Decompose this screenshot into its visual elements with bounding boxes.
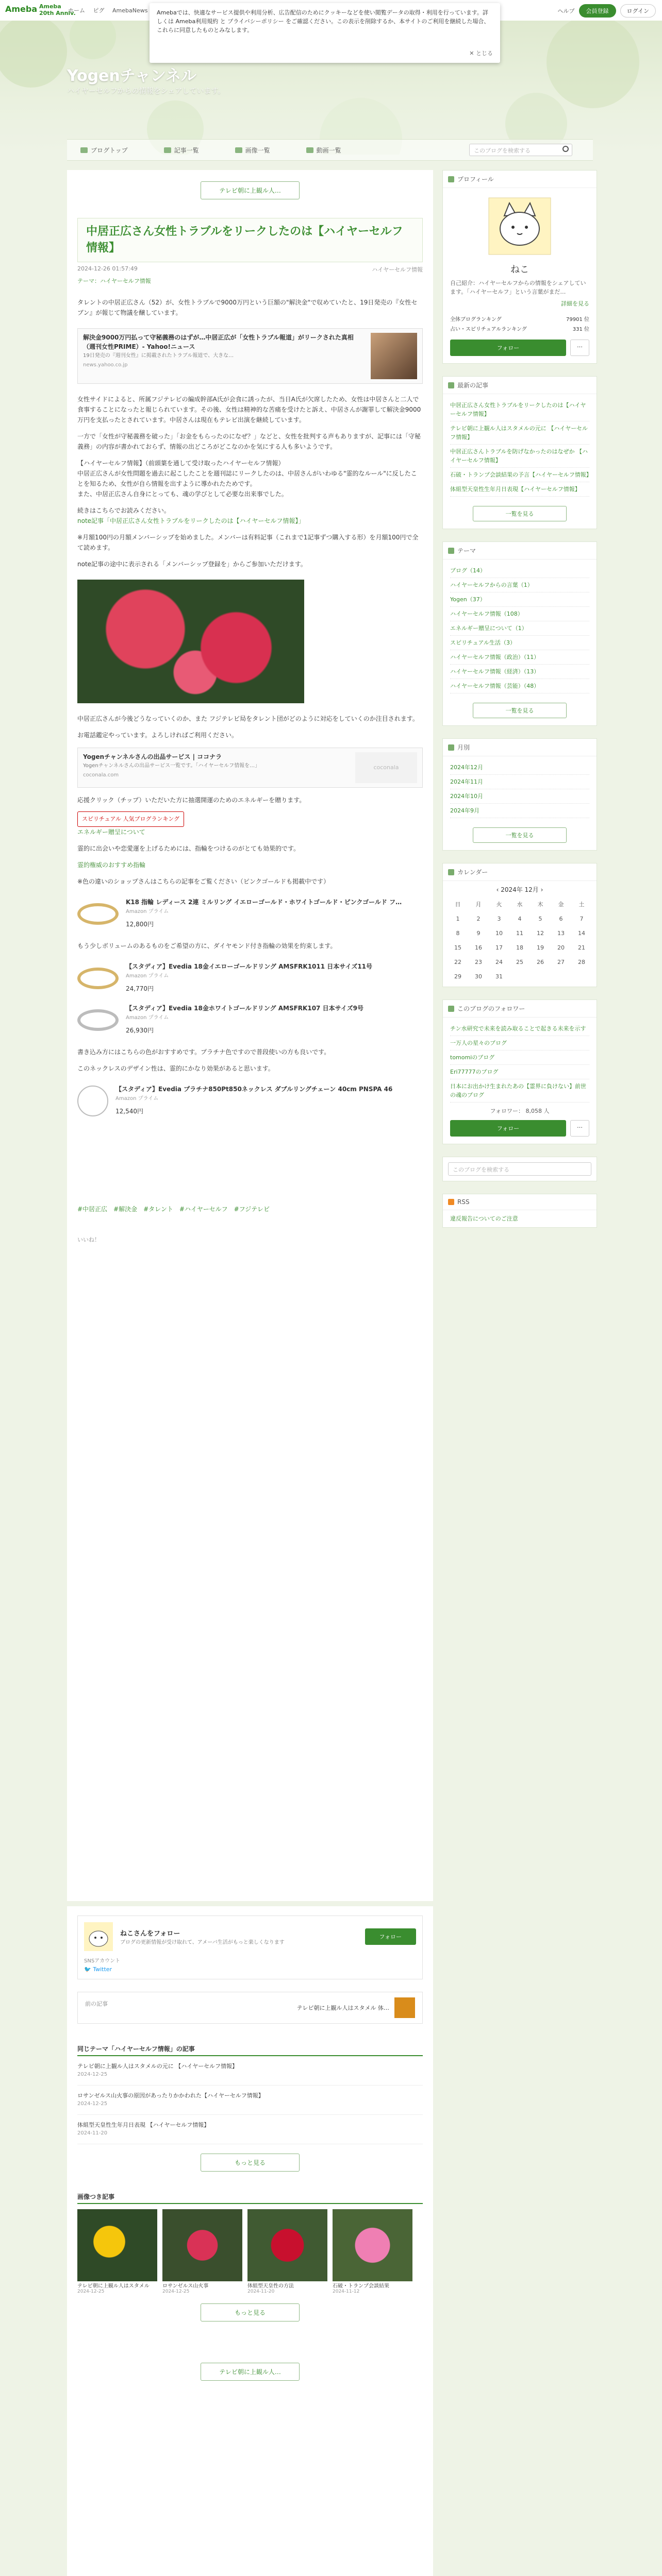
rss-widget [442, 1194, 597, 1228]
prev-entry[interactable]: 前の記事 [85, 2001, 108, 2007]
follow-card-desc: ブログの更新情報が受け取れて、アメーバ生活がもっと楽しくなります [120, 1940, 285, 1945]
widget-head [443, 377, 597, 394]
widget-title: プロフィール [457, 176, 494, 183]
genre-label: 占い・スピリチュアルランキング [450, 327, 527, 332]
ring-link[interactable]: 霊的権威のおすすめ指輪 [77, 861, 146, 869]
day: 25 [516, 958, 523, 965]
image-entry[interactable] [333, 2209, 412, 2294]
weekday: 土 [578, 901, 585, 908]
paragraph: もう少しボリュームのあるものをご希望の方に、ダイヤモンド付き指輪の効果を約束します。 [77, 942, 337, 950]
article-title[interactable]: 中居正広さん女性トラブルをリークしたのは【ハイヤーセルフ情報】 [77, 218, 423, 262]
top-right [558, 4, 656, 18]
paragraph: このネックレスのデザイン性は、霊的にかなり効果があると思います。 [77, 1065, 274, 1072]
paragraph: お電話鑑定やっています。よろしければご利用ください。 [77, 732, 238, 739]
twitter-link[interactable]: 🐦 Twitter [84, 1966, 112, 1973]
blog-nav [67, 139, 593, 161]
hashtags[interactable]: #中居正広 #解決金 #タレント #ハイヤーセルフ #フジテレビ [77, 1206, 270, 1213]
widget-title: カレンダー [457, 869, 488, 876]
widget-title: このブログのフォロワー [457, 1005, 525, 1012]
anniv-line1: Ameba [39, 3, 61, 10]
article-footer [67, 1906, 433, 2576]
day: 31 [495, 973, 503, 980]
ameba-logo[interactable]: Ameba [5, 4, 38, 14]
list-item[interactable]: 2024年12月 [450, 760, 589, 775]
day: 28 [578, 958, 585, 965]
widget-title: テーマ [457, 547, 476, 554]
list-item[interactable]: スピリチュアル生活（3） [450, 636, 589, 650]
nav-label: 記事一覧 [174, 146, 199, 154]
top-nav [68, 6, 154, 14]
entry-date: 2024-12-25 [77, 2101, 108, 2107]
day: 23 [475, 958, 482, 965]
day: 22 [454, 958, 461, 965]
list-item[interactable]: ハイヤーセルフ情報（芸能）（48） [450, 679, 589, 693]
paragraph: ※色の違いのショップさんはこちらの記事をご覧ください（ピンクゴールドも掲載中です） [77, 878, 330, 885]
report-link[interactable]: 違反報告についてのご注意 [450, 1215, 518, 1222]
login-button[interactable]: ログイン [620, 4, 656, 18]
entry-date: 2024-12-25 [77, 2072, 108, 2077]
image-entries-title: 画像つき記事 [77, 2192, 423, 2204]
follow-button[interactable]: フォロー [450, 340, 566, 356]
day: 29 [454, 973, 461, 980]
entry-caption: ロサンゼルス山火事 [162, 2283, 209, 2289]
day: 9 [476, 929, 481, 937]
rss-icon [448, 1199, 454, 1205]
list-icon [164, 147, 171, 153]
sidebar [442, 170, 597, 1240]
nav-entry-list[interactable] [164, 146, 199, 155]
day: 10 [495, 929, 503, 937]
list-item[interactable]: 2024年11月 [450, 775, 589, 789]
day: 4 [518, 915, 522, 922]
paragraph: タレントの中居正広さん（52）が、女性トラブルで9000万円という巨額の"解決金"で収めていたと、19日発売の『女性セブン』が報じて物議を醸しています。 [77, 299, 418, 316]
list-item[interactable]: Eri77777のブログ [450, 1065, 589, 1079]
day: 8 [456, 929, 460, 937]
twitter-label: Twitter [93, 1966, 112, 1973]
next-entry-thumb [394, 1997, 415, 2018]
entry-date: 2024-12-25 [77, 2289, 105, 2294]
para-text: 続きはこちらでお読みください。 [77, 507, 170, 514]
widget-title[interactable]: RSS [457, 1198, 470, 1206]
day: 3 [497, 915, 501, 922]
day: 18 [516, 944, 523, 951]
entry-date: 2024-12-25 [162, 2289, 190, 2294]
recent-more-button[interactable]: 一覧を見る [473, 506, 567, 521]
cookie-close-button[interactable]: ✕ とじる [469, 50, 493, 57]
paragraph: 応援クリック（チップ）いただいた方に抽選開運のためのエネルギーを贈ります。 [77, 796, 306, 804]
product-title: 【スタディア】Evedia プラチナ850Pt850ネックレス ダブルリングチェーン 40cm PNSPA 46 [115, 1086, 393, 1093]
image-icon [235, 147, 242, 153]
list-item[interactable]: ハイヤーセルフ情報（政治）（11） [450, 650, 589, 665]
card-thumbnail [371, 333, 417, 379]
profile-name[interactable]: ねこ [510, 264, 529, 275]
paragraph: note記事の途中に表示される「メンバーシップ登録を」からご参加いただけます。 [77, 561, 307, 568]
weekday: 木 [537, 901, 543, 908]
sns-title: SNSアカウント [84, 1958, 121, 1964]
ring-image [77, 968, 119, 989]
list-item[interactable]: 日本にお出かけ生まれたあの【霊界に負けない】前世の魂のブログ [450, 1079, 589, 1103]
home-icon [80, 147, 88, 153]
image-entry[interactable] [162, 2209, 242, 2294]
entry-photo [162, 2209, 242, 2281]
product-price: 26,930円 [126, 1027, 154, 1034]
weekday: 金 [558, 901, 564, 908]
calendar-icon [448, 744, 454, 751]
paragraph: ※月額100円の月額メンバーシップを始めました。メンバーは有料記事（これまで1記事ずつ購入する形）を月額100円で全て読めます。 [77, 534, 419, 551]
product-sub: Amazon プライム [115, 1096, 159, 1101]
widget-head [443, 1194, 597, 1210]
day: 12 [537, 929, 544, 937]
day: 1 [456, 915, 460, 922]
necklace-image [77, 1086, 108, 1116]
list-item[interactable]: ブログ（14） [450, 564, 589, 578]
day: 24 [495, 958, 503, 965]
day: 14 [578, 929, 585, 937]
list-item[interactable]: チン水研究で未来を読み取ることで起きる未来を示す [450, 1022, 589, 1036]
yahoo-news-card[interactable] [77, 328, 423, 384]
cat-avatar-small [84, 1922, 113, 1951]
list-item[interactable]: 石破・トランプ会談結果の予言【ハイヤーセルフ情報】 [450, 468, 589, 482]
product-sub: Amazon プライム [126, 973, 169, 979]
article-theme-link[interactable]: テーマ：ハイヤーセルフ情報 [77, 278, 151, 284]
users-icon [448, 1006, 454, 1012]
profile-widget [442, 170, 597, 364]
widget-head [443, 171, 597, 188]
search-icon[interactable] [562, 146, 569, 152]
day: 5 [538, 915, 542, 922]
paragraph: 女性サイドによると、所属フジテレビの編成幹部A氏が会食に誘ったが、当日A氏が欠席したため、女性は中居さんと二人で食事することになったと報じられています。その後、女性は精神的な苦痛を受けたと訴え、中居さんが謝罪して解決金9000万円を支払ったとされています。中居さんは現在もテレビ出演を継続しています。 [77, 396, 421, 423]
weekday: 火 [496, 901, 502, 908]
product-title: K18 指輪 レディース 2連 ミルリング イエローゴールド・ホワイトゴールド・ピンクゴールド フ… [126, 899, 402, 906]
theme-more-button[interactable]: 一覧を見る [473, 703, 567, 718]
list-item[interactable]: Yogen（37） [450, 592, 589, 607]
next-entry-title: テレビ朝に上観ル人はスタメル 体… [296, 2005, 389, 2011]
article-body [77, 297, 423, 1245]
day [530, 969, 551, 984]
followers-count: フォロワー： 8,058 人 [490, 1108, 550, 1114]
ranking-value: 79901 位 [566, 317, 589, 323]
article-date: 2024-12-26 01:57:49 [77, 265, 138, 272]
day: 30 [475, 973, 482, 980]
energy-link[interactable]: エネルギー贈呈について [77, 828, 145, 836]
list-item[interactable]: 中居正広さん女性トラブルをリークしたのは【ハイヤーセルフ情報】 [450, 398, 589, 421]
followers-list [443, 1018, 597, 1107]
top-nav-home[interactable]: ホーム [68, 7, 85, 14]
day: 20 [557, 944, 565, 951]
register-button[interactable]: 会員登録 [579, 4, 616, 18]
article-theme-badge[interactable]: ハイヤーセルフ情報 [372, 266, 423, 273]
coconala-logo: coconala [355, 752, 417, 783]
day: 7 [580, 915, 584, 922]
weekday: 月 [475, 901, 482, 908]
entry-photo [333, 2209, 412, 2281]
list-item[interactable] [77, 2115, 423, 2144]
para-heading: 【ハイヤーセルフ情報】（前頭葉を通して受け取ったハイヤーセルフ情報） [77, 460, 285, 467]
weekday: 水 [517, 901, 523, 908]
day [551, 969, 571, 984]
top-nav-news[interactable]: AmebaNews [112, 7, 148, 14]
card-title: 解決金9000万円払って守秘義務のはずが…中居正広が「女性トラブル報道」がリークされた真相（週刊女性PRIME）- Yahoo!ニュース [83, 334, 354, 350]
product-item[interactable] [77, 893, 423, 935]
list-item[interactable]: 2024年10月 [450, 789, 589, 804]
product-sub: Amazon プライム [126, 1015, 169, 1021]
card-title: Yogenチャンネルさんの出品サービス | ココナラ [83, 753, 222, 760]
list-item[interactable]: ハイヤーセルフ情報（108） [450, 607, 589, 621]
entry-title: テレビ朝に上観ル人はスタメルの元に 【ハイヤーセルフ情報】 [77, 2063, 238, 2070]
note-link[interactable]: note記事「中居正広さん女性トラブルをリークしたのは【ハイヤーセルフ情報】」 [77, 517, 305, 524]
paragraph [77, 505, 423, 526]
more-options-button[interactable]: … [570, 340, 589, 356]
day: 21 [578, 944, 585, 951]
widget-title: 月別 [457, 744, 470, 751]
list-item[interactable]: ハイヤーセルフからの言葉（1） [450, 578, 589, 592]
help-link[interactable]: ヘルプ [557, 8, 575, 14]
calendar-month: ‹ 2024年 12月 › [496, 886, 543, 893]
entry-photo [247, 2209, 327, 2281]
nav-label: 画像一覧 [245, 146, 270, 154]
cookie-notice-text: Amebaでは、快適なサービス提供や利用分析、広告配信のためにクッキーなどを使い閲覧データの取得・利用を行っています。詳しくは Ameba利用規約 と プライバシーポリシー をご確認ください。この表示を削除するか、本サイトのご利用を継続した場合、これらに同意したものとみなします。 [157, 9, 490, 33]
product-price: 12,800円 [126, 921, 154, 928]
tag-icon [448, 548, 454, 554]
product-item[interactable] [77, 957, 423, 999]
para-text: また、中居正広さん自身にとっても、魂の学びとして必要な出来事でした。 [77, 490, 288, 498]
blog-search-input[interactable] [469, 144, 572, 156]
day: 2 [476, 915, 481, 922]
top-nav-pigg[interactable]: ピグ [93, 7, 105, 14]
entry-caption: 体組型天皇性の方法 [247, 2283, 294, 2289]
list-item[interactable]: ハイヤーセルフ情報（経済）（13） [450, 665, 589, 679]
product-price: 12,540円 [115, 1108, 143, 1115]
ranking-row[interactable] [450, 315, 589, 323]
month-label: 2024年 12月 [501, 886, 539, 893]
more-options-button[interactable]: … [570, 1120, 589, 1137]
day: 11 [516, 929, 523, 937]
profile-icon [448, 176, 454, 182]
theme-widget [442, 541, 597, 726]
profile-body [443, 188, 597, 363]
nav-label: ブログトップ [91, 146, 128, 154]
widget-head [443, 739, 597, 756]
coconala-card[interactable] [77, 748, 423, 788]
entry-date: 2024-11-20 [247, 2289, 275, 2294]
product-title: 【スタディア】Evedia 18金イエローゴールドリング AMSFRK1011 日本サイズ11号 [126, 963, 373, 970]
product-item[interactable] [77, 999, 423, 1041]
search-placeholder: このブログを検索する [474, 147, 531, 154]
calendar-widget [442, 863, 597, 987]
widget-head [443, 863, 597, 881]
article-meta [77, 262, 423, 277]
product-item[interactable] [77, 1080, 423, 1122]
same-theme-more-button[interactable]: もっと見る [201, 2154, 300, 2172]
same-theme-list [77, 2056, 423, 2144]
ring-image [77, 1009, 119, 1031]
widget-head [443, 1000, 597, 1018]
list-item[interactable]: 一万人の星々のブログ [450, 1036, 589, 1050]
bottom-prev-button[interactable]: テレビ朝に上観ル人… [201, 2363, 300, 2381]
image-more-button[interactable]: もっと見る [201, 2303, 300, 2321]
profile-detail-link[interactable]: 詳細を見る [561, 300, 589, 307]
same-theme-title: 同じテーマ「ハイヤーセルフ情報」の記事 [77, 2044, 423, 2056]
theme-list [443, 560, 597, 698]
recent-list [443, 394, 597, 501]
list-icon [448, 382, 454, 388]
ring-image [77, 903, 119, 925]
paragraph: 霊的に出会いや恋愛運を上げるためには、指輪をつけるのがとても効果的です。 [77, 845, 300, 852]
next-entry[interactable] [290, 1992, 422, 2023]
day: 27 [557, 958, 565, 965]
bottom-prev-area [77, 2363, 423, 2381]
paragraph [77, 458, 423, 499]
profile-intro: 自己紹介：ハイヤーセルフからの情報をシェアしています。「ハイヤーセルフ」という言葉がまだ… [450, 280, 586, 295]
image-entry[interactable] [77, 2209, 157, 2294]
nav-image-list[interactable] [235, 146, 270, 155]
archive-widget [442, 738, 597, 851]
entry-photo [77, 2209, 157, 2281]
day: 13 [557, 929, 565, 937]
genre-ranking-row[interactable] [450, 325, 589, 332]
day: 16 [475, 944, 482, 951]
day [571, 969, 592, 984]
widget-head [443, 542, 597, 560]
entry-title: 体組型天皇性生年月日表現 【ハイヤーセルフ情報】 [77, 2122, 210, 2128]
paragraph: 書き込み方にはこちらの色がおすすめです。プラチナ色ですので普段使いの方も良いです。 [77, 1048, 330, 1056]
video-icon [306, 147, 313, 153]
entry-date: 2024-11-20 [77, 2130, 108, 2136]
nav-label: 動画一覧 [316, 146, 341, 154]
image-entry[interactable] [247, 2209, 327, 2294]
follow-button-2[interactable]: フォロー [450, 1120, 566, 1137]
card-desc: Yogenチャンネルさんの出品サービス一覧です。「ハイヤーセルフ情報を…」 [83, 763, 260, 769]
entry-title: ロサンゼルス山火事の原因があったりかかわれた【ハイヤーセルフ情報】 [77, 2092, 264, 2099]
camellia-photo [77, 580, 304, 703]
image-entries [77, 2209, 423, 2294]
like-button[interactable]: いいね！ [77, 1236, 100, 1243]
sidebar-search-widget [442, 1157, 597, 1181]
follow-card-button[interactable]: フォロー [365, 1928, 416, 1945]
day: 15 [454, 944, 461, 951]
list-item[interactable]: tomomiのブログ [450, 1050, 589, 1065]
nav-blog-top[interactable] [80, 146, 128, 155]
list-item[interactable]: 体組型天皇性生年月日表現【ハイヤーセルフ情報】 [450, 482, 589, 497]
card-desc: 19日発売の『週刊女性』に掲載されたトラブル報道で、大きな… [83, 353, 234, 359]
list-item[interactable]: テレビ朝に上観ル人はスタメルの元に 【ハイヤーセルフ情報】 [450, 421, 589, 445]
article-pager [77, 1992, 423, 2024]
blog-title[interactable]: Yogenチャンネル [67, 67, 196, 85]
list-item[interactable]: 2024年9月 [450, 804, 589, 818]
product-title: 【スタディア】Evedia 18金ホワイトゴールドリング AMSFRK107 日本サイズ9号 [126, 1005, 363, 1012]
prev-article-button[interactable]: テレビ朝に上観ル人… [201, 181, 300, 199]
archive-more-button[interactable]: 一覧を見る [473, 827, 567, 843]
ranking-label: 全体ブログランキング [450, 317, 502, 323]
day: 6 [559, 915, 563, 922]
anniv-line2: 20th Anniv. [39, 10, 76, 16]
weekday: 日 [455, 901, 461, 908]
list-item[interactable] [77, 2056, 423, 2086]
calendar-table [448, 897, 592, 984]
product-price: 24,770円 [126, 985, 154, 992]
close-label: とじる [476, 50, 493, 57]
ranking-badge[interactable]: スピリチュアル 人気ブログランキング [77, 811, 184, 827]
entry-date: 2024-11-12 [333, 2289, 360, 2294]
cookie-notice [150, 3, 500, 63]
archive-list [443, 756, 597, 822]
genre-value: 331 位 [572, 327, 589, 332]
follow-card [77, 1916, 423, 1979]
nav-video-list[interactable] [306, 146, 341, 155]
para-text: 中居正広さんが女性問題を過去に起こしたことを週刊誌にリークしたのは、中居さんがいわゆる"霊的なルール"に反したことを知るため、女性が自ら情報を出すように導かれたためです。 [77, 470, 417, 487]
day: 19 [537, 944, 544, 951]
day: 17 [495, 944, 503, 951]
recent-entries-widget [442, 376, 597, 529]
entry-caption: テレビ朝に上観ル人はスタメル [77, 2283, 150, 2289]
paragraph: 一方で「女性が守秘義務を破った」「お金をもらったのになぜ？」などと、女性を批判する声もありますが、記事には「守秘義務」の内容が書かれておらず、情報の出どころがどこなのかを気にする人も多いようです。 [77, 433, 421, 450]
list-item[interactable]: エネルギー贈呈について（1） [450, 621, 589, 636]
card-url: news.yahoo.co.jp [83, 362, 128, 368]
entry-caption: 石破・トランプ会談結果 [333, 2283, 389, 2289]
day: 26 [537, 958, 544, 965]
calendar-icon [448, 869, 454, 875]
card-url: coconala.com [83, 772, 119, 778]
blog-description: ハイヤーセルフからの情報をシェアしています。 [67, 87, 225, 95]
product-sub: Amazon プライム [126, 909, 169, 914]
list-item[interactable] [77, 2086, 423, 2115]
paragraph: 中居正広さんが今後どうなっていくのか、また フジテレビ局をタレント団がどのように対応をしていくのか注目されます。 [77, 715, 419, 722]
widget-title: 最新の記事 [457, 382, 489, 389]
day [509, 969, 530, 984]
main-column [67, 170, 433, 1901]
cat-avatar[interactable] [486, 195, 553, 257]
list-item[interactable]: 中居正広さんトラブルを防げなかったのはなぜか 【ハイヤーセルフ情報】 [450, 445, 589, 468]
sidebar-search-input[interactable]: このブログを検索する [448, 1162, 591, 1176]
followers-widget [442, 999, 597, 1144]
follow-card-title: ねこさんをフォロー [120, 1930, 180, 1938]
